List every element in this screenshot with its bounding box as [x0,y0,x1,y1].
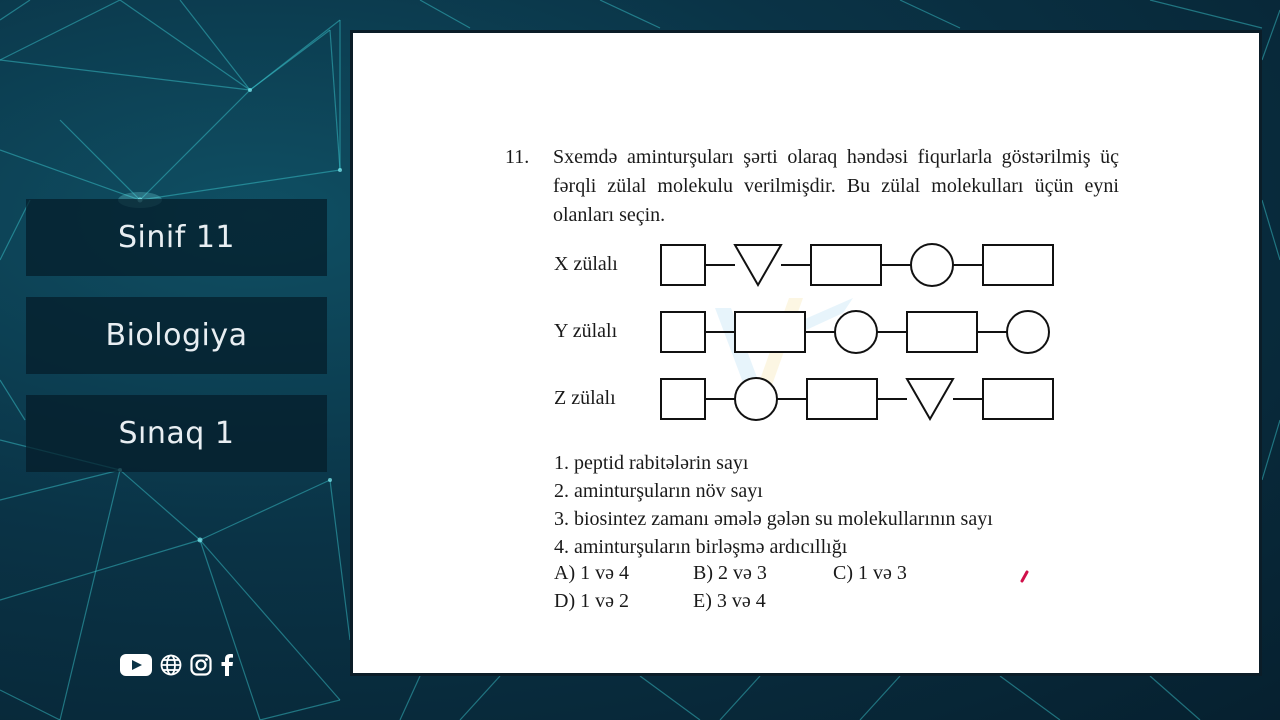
amino-acid-rectangle [983,379,1053,419]
subject-label: Biologiya [26,297,327,374]
option-b[interactable]: B) 2 və 3 [693,562,767,584]
statement-item: 2. aminturşuların növ sayı [554,480,763,502]
option-a[interactable]: A) 1 və 4 [554,562,629,584]
amino-acid-rectangle [735,312,805,352]
instagram-icon[interactable] [190,654,212,676]
question-block [505,143,1119,230]
option-e[interactable]: E) 3 və 4 [693,590,766,612]
option-d[interactable]: D) 1 və 2 [554,590,629,612]
option-c[interactable]: C) 1 və 3 [833,562,907,584]
question-sheet [350,30,1262,676]
protein-z-label: Z zülalı [554,387,616,409]
statement-item: 3. biosintez zamanı əmələ gələn su molekullarının sayı [554,508,993,530]
protein-y-label: Y zülalı [554,320,618,342]
amino-acid-circle [835,311,877,353]
statement-item: 1. peptid rabitələrin sayı [554,452,749,474]
amino-acid-rectangle [811,245,881,285]
statement-list [554,449,993,561]
amino-acid-circle [735,378,777,420]
pen-mark [1019,569,1031,583]
social-links [120,654,234,676]
protein-diagram [653,238,1063,428]
amino-acid-rectangle [983,245,1053,285]
amino-acid-square [661,245,705,285]
amino-acid-triangle [735,245,781,285]
question-text: Sxemdə aminturşuları şərti olaraq həndəsi fiqurlarla göstərilmiş üç fərqli zülal molekulu verilmişdir. Bu zülal molekulları üçün eyni olanları seçin. [553,146,1119,226]
statement-item: 4. aminturşuların birləşmə ardıcıllığı [554,536,848,558]
protein-x-label: X zülalı [554,253,618,275]
test-label: Sınaq 1 [26,395,327,472]
question-number: 11. [505,146,530,168]
facebook-icon[interactable] [220,654,234,676]
globe-icon[interactable] [160,654,182,676]
amino-acid-rectangle [907,312,977,352]
youtube-icon[interactable] [120,654,152,676]
amino-acid-circle [1007,311,1049,353]
amino-acid-triangle [907,379,953,419]
amino-acid-square [661,379,705,419]
amino-acid-circle [911,244,953,286]
amino-acid-square [661,312,705,352]
class-label: Sinif 11 [26,199,327,276]
amino-acid-rectangle [807,379,877,419]
